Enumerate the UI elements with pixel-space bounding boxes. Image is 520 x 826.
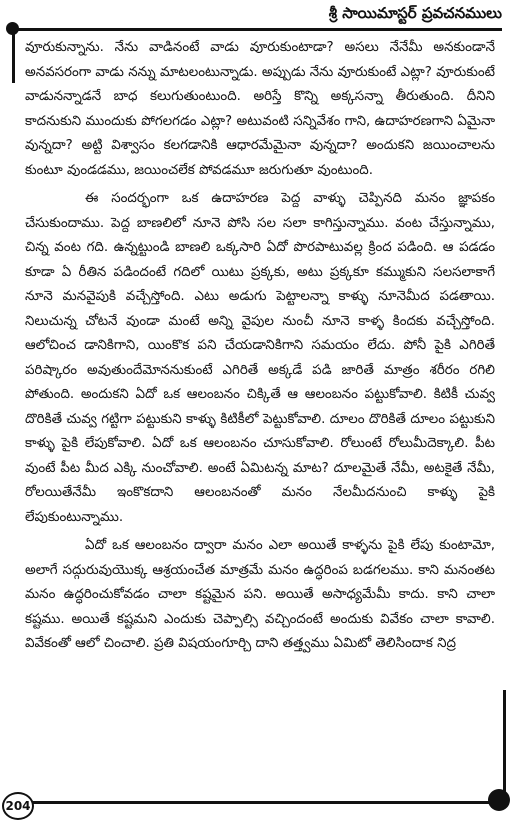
footer-rule: [30, 801, 492, 804]
page-number: 204: [2, 792, 34, 820]
paragraph-3: ఏదో ఒక ఆలంబనం ద్వారా మనం ఎలా అయితే కాళ్ళను పైకి లేపు కుంటామో, అలాగే సద్గురువుయొక్క ఆశ్రయంచేత మాత్రమే మనం ఉద్ధరింప బడగలము. కాని మనంతట మనం ఉద్ధరించుకోవడం చాలా కష్టమైన పని. అయితే అసాధ్యమేమీ కాదు. కాని చాలా కష్టము. అయితే కష్టమని ఎందుకు చెప్పాల్సి వచ్చిందంటే అందుకు వివేకం చాలా కావాలి. వివేకంతో ఆలో చించాలి. ప్రతి విషయంగూర్చి దాని తత్త్వము ఏమిటో తెలిసిందాక నిద్ర: [25, 538, 495, 651]
right-margin-rule: [503, 690, 506, 798]
paragraph-2: ఈ సందర్భంగా ఒక ఉదాహరణ పెద్ద వాళ్ళు చెప్పినది మనం జ్ఞాపకం చేసుకుందాము. పెద్ద బాణలిలో నూనె పోసి సల సలా కాగిస్తున్నాము. వంట చేస్తున్నాము, చిన్న వంట గది. ఉన్నట్టుండి బాణలి ఒక్కసారి ఏదో పొరపాటువల్ల క్రింద పడింది. ఆ పడడం కూడా ఏ రీతిన పడిందంటే గదిలో యిటు ప్రక్కకు, అటు ప్రక్కకూ కమ్ముకుని సలసలాకాగే నూనె మనవైపుకి వచ్చేస్తోంది. ఎటు అడుగు పెట్టాలన్నా కాళ్ళు నూనెమీద పడతాయి. నిలుచున్న చోటనే వుండా మంటే అన్ని వైపుల నుంచీ నూనె కాళ్ళ కిందకు వచ్చేస్తోంది. ఆలోచించ డానికిగాని, యింకొక పని చేయడానికిగాని సమయం లేదు. పోనీ పైకి ఎగిరితే పరిష్కారం అవుతుందేమోననుకుంటే ఎగిరితే అక్కడే పడి జారితే మాత్రం శరీరం రగిలి పోతుంది. అందుకని ఏదో ఒక ఆలంబనం చిక్కితే ఆ ఆలంబనం పట్టుకోవాలి. కిటికీ చువ్వ దొరికితే చువ్వ గట్టిగా పట్టుకుని కాళ్ళు కిటికీలో పెట్టుకోవాలి. దూలం దొరికితే దూలం పట్టుకుని కాళ్ళు పైకి లేపుకోవాలి. ఏదో ఒక ఆలంబనం చూసుకోవాలి. రోలుంటే రోలుమీదెక్కాలి. పీట వుంటే పీట మీద ఎక్కి నుంచోవాలి. అంటే ఏమిటన్న మాట? దూలమైతే నేమీ, అటకైతే నేమీ, రోలయితేనేమీ ఇంకొకదాని ఆలంబనంతో మనం నేలమీదనుంచి కాళ్ళు పైకి లేపుకుంటున్నాము.: [25, 191, 495, 525]
header-rule: [10, 28, 502, 31]
paragraph-1: వూరుకున్నాను. నేను వాడినంటే వాడు వూరుకుంటాడా? అసలు నేనేమీ అనకుండానే అనవసరంగా వాడు నన్ను మాటలంటున్నాడు. అప్పుడు నేను వూరుకుంటే ఎట్లా? వూరుకుంటే వాడునన్నాడనే బాధ కలుగుతుంటుంది. అరిస్తే కొన్ని అక్కసన్నా తీరుతుంది. దీనిని కాదనుకుని ముందుకు పోగలగడం ఎట్లా? అటువంటి సన్నివేశం గాని, ఉదాహరణగాని ఏమైనా వున్నదా? అట్టి విశ్వాసం కలగడానికి ఆధారమేమైనా వున్నదా? అందుకని జయించాలను కుంటూ వుండడము, జయించలేక పోవడమూ జరుగుతూ వుంటుంది.: [25, 40, 495, 178]
footer-ornament-dot: [488, 789, 510, 811]
left-margin-rule: [12, 31, 15, 83]
body-text: [25, 36, 495, 661]
running-header-title: శ్రీ సాయిమాస్టర్ ప్రవచనములు: [328, 4, 502, 22]
